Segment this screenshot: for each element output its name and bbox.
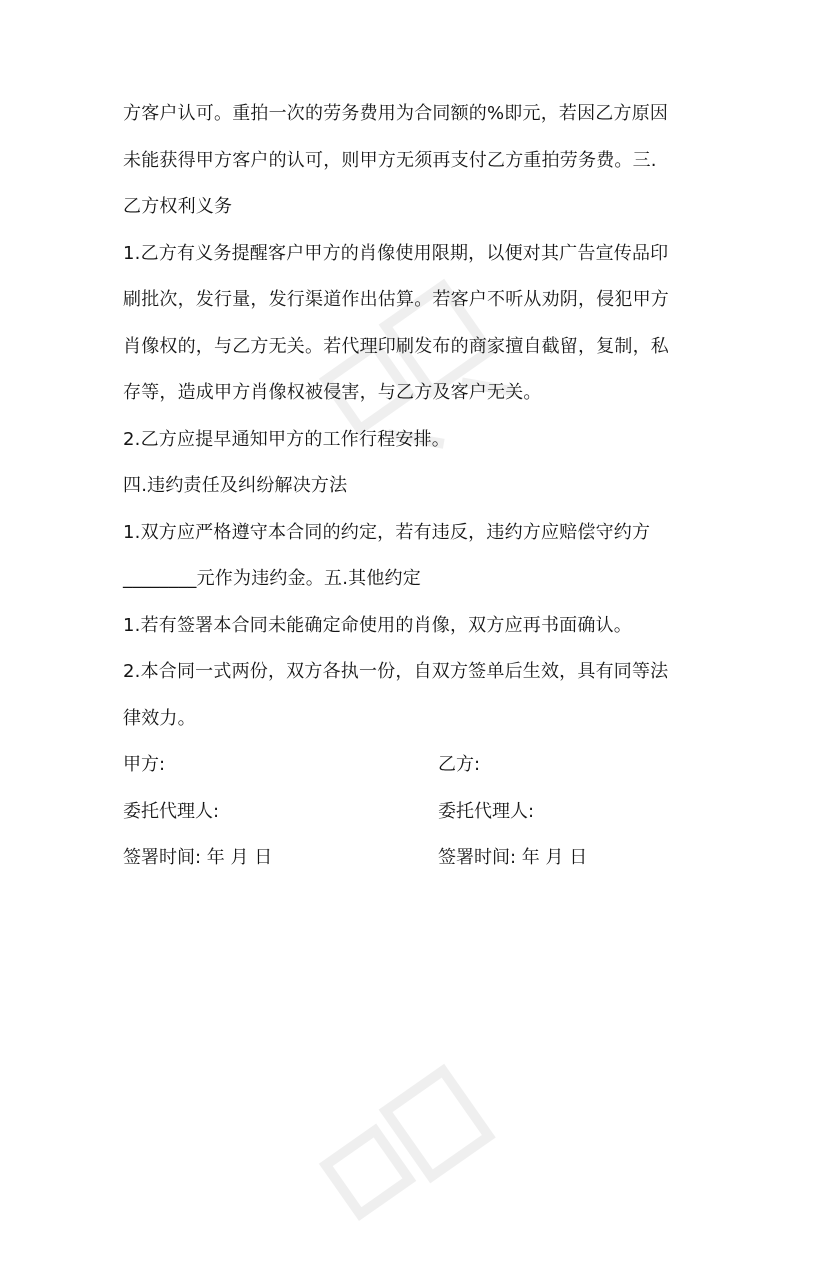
text-line: 未能获得甲方客户的认可，则甲方无须再支付乙方重拍劳务费。三.	[123, 149, 657, 171]
text-line: ________元作为违约金。五.其他约定	[123, 568, 421, 589]
section-heading: 乙方权利义务	[123, 196, 233, 217]
text-line: 刷批次，发行量，发行渠道作出估算。若客户不听从劝阴，侵犯甲方	[123, 289, 669, 310]
date-b-label: 签署时间: 年 月 日	[438, 847, 588, 868]
text-line: 肖像权的，与乙方无关。若代理印刷发布的商家擅自截留，复制，私	[123, 335, 669, 357]
text-line: 2.乙方应提早通知甲方的工作行程安排。	[123, 428, 450, 450]
watermark-stamp-bottom	[300, 1040, 540, 1280]
text-line: 1.若有签署本合同未能确定命使用的肖像，双方应再书面确认。	[123, 614, 632, 636]
agent-b-label: 委托代理人:	[438, 800, 535, 822]
document-body	[123, 102, 713, 893]
agent-a-label: 委托代理人:	[123, 800, 220, 822]
text-line: 1.乙方有义务提醒客户甲方的肖像使用限期，以便对其广告宣传品印	[123, 242, 669, 264]
signature-row-date	[123, 846, 713, 869]
signature-row-agent	[123, 800, 713, 823]
text-line: 律效力。	[123, 707, 196, 729]
text-line: 2.本合同一式两份，双方各执一份，自双方签单后生效，具有同等法	[123, 661, 669, 682]
signature-row-party	[123, 753, 713, 776]
text-line: 存等，造成甲方肖像权被侵害，与乙方及客户无关。	[123, 382, 542, 403]
text-line: 方客户认可。重拍一次的劳务费用为合同额的%即元，若因乙方原因	[123, 103, 669, 124]
text-line: 1.双方应严格遵守本合同的约定，若有违反，违约方应赔偿守约方	[123, 521, 651, 543]
section-heading: 四.违约责任及纠纷解决方法	[123, 475, 348, 496]
party-a-label: 甲方:	[123, 754, 166, 775]
party-b-label: 乙方:	[438, 754, 481, 775]
date-a-label: 签署时间: 年 月 日	[123, 847, 273, 868]
